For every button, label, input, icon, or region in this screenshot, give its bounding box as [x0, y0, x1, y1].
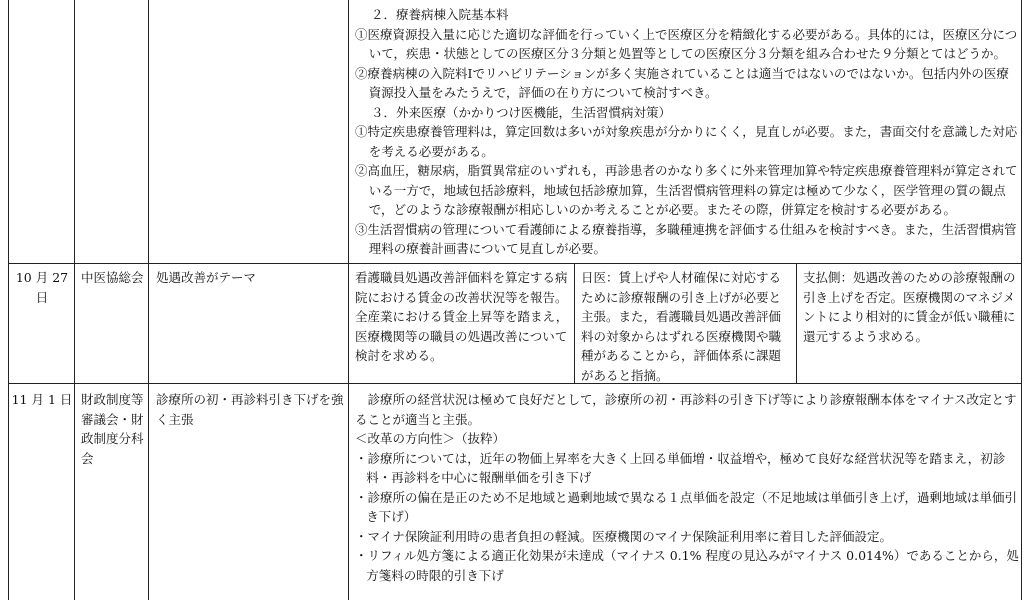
row2-date: 10 月 27 日 — [15, 270, 69, 305]
row3-intro: 診療所の経営状況は極めて良好だとして，診療所の初・再診料の引き下げ等により診療報酬本体をマイナス改定とすることが適当と主張。 — [355, 392, 1017, 427]
row3-body: 財政制度等審議会・財政制度分科会 — [81, 392, 144, 466]
row1-paragraph: ①特定疾患療養管理料は，算定回数は多いが対象疾患が分かりにくく，見直しが必要。また，書面交付を意識した対応を考える必要がある。 — [355, 124, 1018, 159]
section-heading-3: ３．外来医療（かかりつけ医機能，生活習慣病対策） — [371, 104, 672, 120]
row2-medical-side: 日医：賃上げや人材確保に対応するために診療報酬の引き上げが必要と主張。また，看護職員処遇改善評価料の対象からはずれる医療機関や職種があることから，評価体系に課題があると指摘。 — [581, 270, 782, 383]
reform-bullet: ・マイナ保険証利用時の患者負担の軽減。医療機関のマイナ保険証利用率に着目した評価設定。 — [355, 528, 893, 544]
row3-theme: 診療所の初・再診料引き下げを強く主張 — [156, 392, 344, 427]
row-divider-1 — [8, 263, 1022, 264]
col-divider-body — [148, 0, 149, 600]
row1-paragraph: ②療養病棟の入院料Ⅰでリハビリテーションが多く実施されていることは適当ではないのではないか。包括内外の医療資源投入量をみたうえで，評価の在り方について検討すべき。 — [355, 65, 1009, 100]
col-divider-date — [74, 0, 75, 600]
row1-paragraph: ③生活習慣病の管理について看護師による療養指導，多職種連携を評価する仕組みを検討すべき。また，生活習慣病管理料の療養計画書について見直しが必要。 — [355, 221, 1017, 256]
section-heading-2: ２．療養病棟入院基本料 — [371, 7, 509, 22]
reform-direction-heading: ＜改革の方向性＞（抜粋） — [355, 431, 506, 446]
reform-bullet: ・リフィル処方箋による適正化効果が未達成（マイナス 0.1% 程度の見込みがマイナス 0.014%）であることから，処方箋料の時限的引き下げ — [355, 548, 1019, 583]
table-border-left — [8, 0, 9, 600]
col-divider-theme — [348, 0, 349, 600]
row1-paragraph: ①医療資源投入量に応じた適切な評価を行っていく上で医療区分を精緻化する必要がある。具体的には，医療区分について，疾患・状態としての医療区分３分類と処置等としての医療区分３分類を組み合わせた９分類とてはどうか。 — [355, 26, 1018, 61]
row-divider-2 — [8, 383, 1022, 384]
reform-bullet: ・診療所の偏在是正のため不足地域と過剰地域で異なる１点単価を設定（不足地域は単価引き上げ，過剰地域は単価引き下げ） — [355, 489, 1018, 524]
col-divider-row2-a — [574, 263, 575, 383]
row1-content — [355, 5, 1019, 259]
row2-body: 中医協総会 — [81, 270, 144, 285]
row2-theme: 処遇改善がテーマ — [156, 270, 257, 285]
table-border-right — [1021, 0, 1022, 600]
row3-date: 11 月 1 日 — [11, 392, 73, 407]
row2-payer-side: 支払側：処遇改善のための診療報酬の引き上げを否定。医療機関のマネジメントにより相対的に賃金が低い職種に還元するよう求める。 — [803, 270, 1016, 344]
row1-paragraph: ②高血圧，糖尿病，脂質異常症のいずれも，再診患者のかなり多くに外来管理加算や特定疾患療養管理料が算定されている一方で，地域包括診療料，地域包括診療加算，生活習慣病管理料の算定は極めて少なく，医学管理の質の観点で，どのような診療報酬が相応しいのか考えることが必要。またその際，併算定を検討する必要がある。 — [355, 163, 1018, 217]
row3-content — [355, 390, 1019, 585]
col-divider-row2-b — [796, 263, 797, 383]
reform-bullet: ・診療所については，近年の物価上昇率を大きく上回る単価増・収益増や，極めて良好な経営状況等を踏まえ，初診料・再診料を中心に報酬単価を引き下げ — [355, 450, 1006, 485]
document-table — [8, 0, 1022, 600]
row2-description: 看護職員処遇改善評価料を算定する病院における賃金の改善状況等を報告。全産業における賃金上昇等を踏まえ，医療機関等の職員の処遇改善について検討を求める。 — [355, 270, 569, 363]
